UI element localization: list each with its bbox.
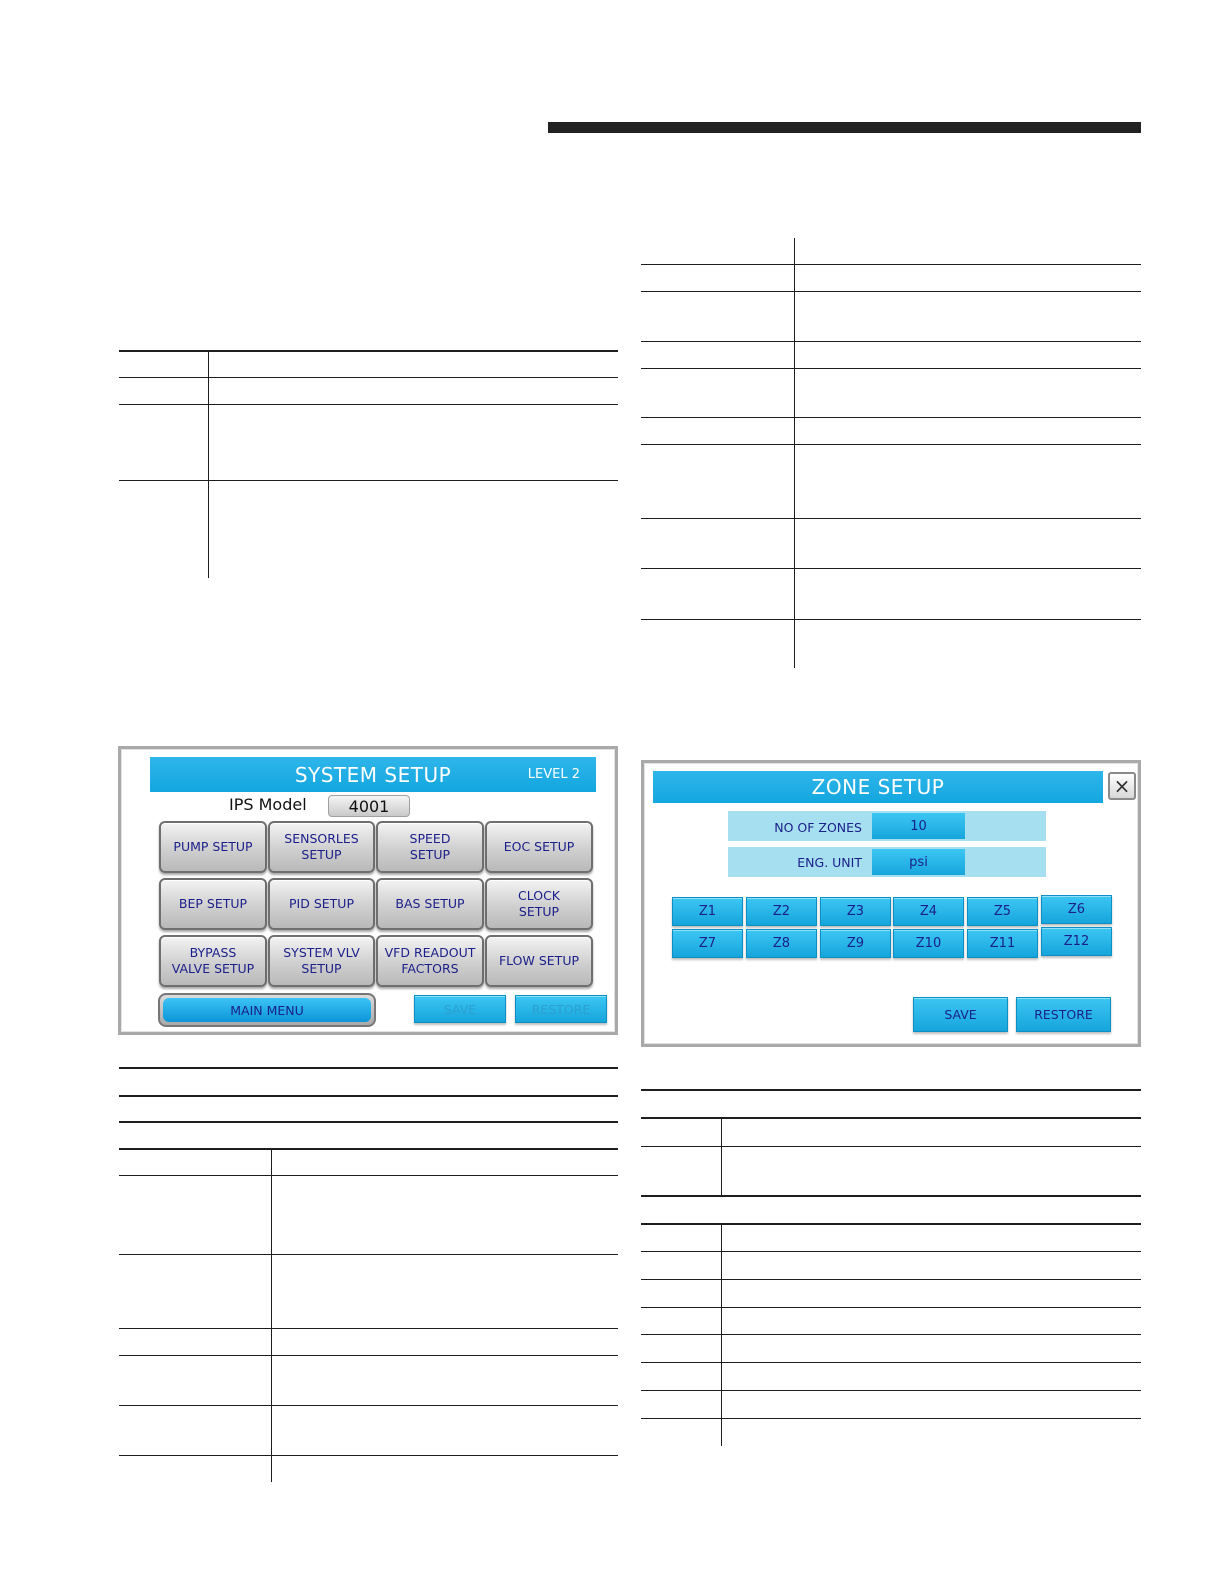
table-rule [641, 1195, 1141, 1197]
table-rule [119, 1148, 618, 1150]
table-rule [119, 1121, 618, 1123]
table-rule [119, 1067, 618, 1069]
main-menu-label: MAIN MENU [163, 998, 371, 1022]
table-rule [119, 377, 618, 378]
zone-button-z5[interactable]: Z5 [967, 897, 1038, 926]
system-setup-screen [118, 746, 618, 1035]
table-rule [119, 1175, 618, 1176]
table-rule [641, 1307, 1141, 1308]
eoc-setup-button[interactable]: EOC SETUP [485, 821, 593, 873]
table-column-divider [794, 238, 795, 668]
table-rule [641, 368, 1141, 369]
close-icon[interactable]: × [1108, 772, 1136, 800]
no-of-zones-input[interactable]: 10 [872, 813, 965, 839]
zone-button-z2[interactable]: Z2 [746, 897, 817, 926]
save-button[interactable]: SAVE [414, 995, 506, 1023]
table-rule [641, 1334, 1141, 1335]
table-rule [119, 1455, 618, 1456]
table-rule [641, 1362, 1141, 1363]
table-rule [641, 264, 1141, 265]
table-rule [119, 1355, 618, 1356]
eng-unit-label: ENG. UNIT [797, 855, 862, 870]
table-column-divider [208, 350, 209, 578]
page-title: SYSTEM SETUP [294, 762, 452, 787]
table-rule [119, 1405, 618, 1406]
zone-setup-title-bar [653, 771, 1103, 803]
restore-button[interactable]: RESTORE [1016, 997, 1111, 1032]
zone-setup-screen [641, 760, 1141, 1047]
clock-setup-button[interactable]: CLOCK SETUP [485, 878, 593, 930]
zone-button-z8[interactable]: Z8 [746, 929, 817, 958]
table-rule [641, 1418, 1141, 1419]
page-title: ZONE SETUP [811, 775, 945, 799]
bas-setup-button[interactable]: BAS SETUP [376, 878, 484, 930]
header-rule [548, 122, 1141, 133]
save-button[interactable]: SAVE [913, 997, 1008, 1032]
restore-button[interactable]: RESTORE [515, 995, 607, 1023]
main-menu-button[interactable] [158, 993, 376, 1027]
table-rule [641, 1089, 1141, 1091]
table-rule [119, 1328, 618, 1329]
table-rule [119, 1095, 618, 1097]
table-column-divider [721, 1223, 722, 1446]
pump-setup-button[interactable]: PUMP SETUP [159, 821, 267, 873]
bypass-valve-setup-button[interactable]: BYPASS VALVE SETUP [159, 935, 267, 987]
access-level-label: LEVEL 2 [527, 767, 580, 782]
zone-button-z11[interactable]: Z11 [967, 929, 1038, 958]
table-rule [641, 1390, 1141, 1391]
table-column-divider [271, 1148, 272, 1482]
table-rule [641, 1279, 1141, 1280]
ips-model-label: IPS Model [229, 795, 307, 814]
zone-button-z7[interactable]: Z7 [672, 929, 743, 958]
zone-button-z1[interactable]: Z1 [672, 897, 743, 926]
flow-setup-button[interactable]: FLOW SETUP [485, 935, 593, 987]
eng-unit-input[interactable]: psi [872, 849, 965, 875]
table-rule [641, 619, 1141, 620]
zone-button-z12[interactable]: Z12 [1041, 927, 1112, 956]
zone-button-z4[interactable]: Z4 [893, 897, 964, 926]
table-rule [641, 568, 1141, 569]
table-rule [641, 341, 1141, 342]
table-rule [641, 1146, 1141, 1147]
table-rule [119, 480, 618, 481]
table-rule [641, 291, 1141, 292]
speed-setup-button[interactable]: SPEED SETUP [376, 821, 484, 873]
ips-model-value: 4001 [328, 795, 410, 817]
table-rule [641, 417, 1141, 418]
table-rule [119, 404, 618, 405]
table-rule [641, 518, 1141, 519]
zone-button-z9[interactable]: Z9 [820, 929, 891, 958]
table-rule [641, 1251, 1141, 1252]
table-rule [641, 1223, 1141, 1225]
zone-button-z10[interactable]: Z10 [893, 929, 964, 958]
bep-setup-button[interactable]: BEP SETUP [159, 878, 267, 930]
zone-button-z3[interactable]: Z3 [820, 897, 891, 926]
no-of-zones-label: NO OF ZONES [774, 820, 862, 835]
sensorless-setup-button[interactable]: SENSORLES SETUP [268, 821, 375, 873]
pid-setup-button[interactable]: PID SETUP [268, 878, 375, 930]
table-rule [641, 444, 1141, 445]
system-setup-title-bar [150, 757, 596, 792]
table-rule [119, 350, 618, 352]
table-rule [641, 1117, 1141, 1119]
vfd-readout-factors-button[interactable]: VFD READOUT FACTORS [376, 935, 484, 987]
zone-button-z6[interactable]: Z6 [1041, 895, 1112, 924]
system-vlv-setup-button[interactable]: SYSTEM VLV SETUP [268, 935, 375, 987]
table-rule [119, 1254, 618, 1255]
table-column-divider [721, 1117, 722, 1195]
